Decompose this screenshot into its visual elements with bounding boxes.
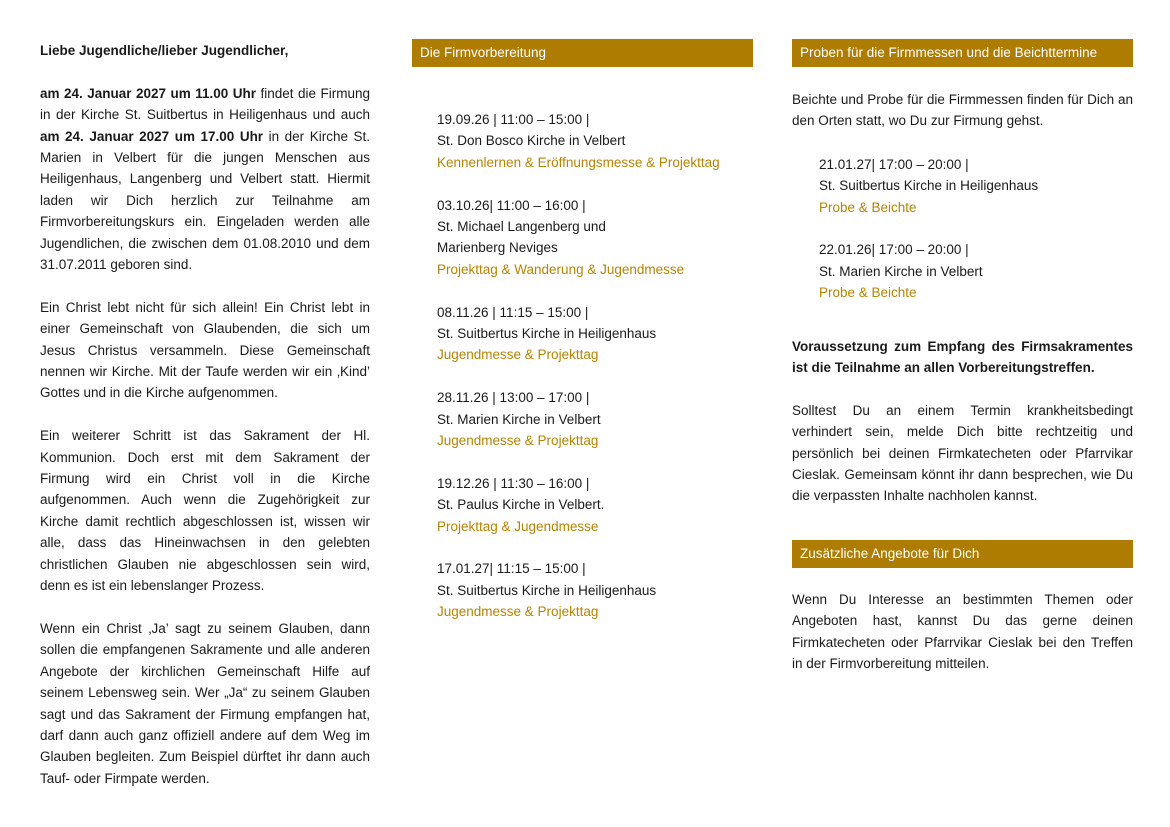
middle-column <box>412 39 753 644</box>
event-location: St. Suitbertus Kirche in Heiligenhaus <box>437 582 657 598</box>
event-item <box>437 109 753 173</box>
rehearsal-location: St. Suitbertus Kirche in Heiligenhaus <box>819 178 1039 194</box>
event-activity: Jugendmesse & Projekttag <box>437 347 599 363</box>
rehearsal-item <box>819 239 1133 303</box>
sick-note: Solltest Du an einem Termin krankheitsbedingt verhindert sein, melde Dich bitte rechtzeitig und persönlich bei deinen Firmkatecheten oder Pfarrvikar Cieslak. Gemeinsam könnt ihr dann besprechen, wie Du die verpassten Inhalte nachholen kannst. <box>792 402 1133 504</box>
section-header-preparation: Die Firmvorbereitung <box>412 39 753 67</box>
paragraph-yes: Wenn ein Christ ‚Ja’ sagt zu seinem Glauben, dann sollen die empfangenen Sakramente und alle anderen Angebote der kirchlichen Gemeinschaft Hilfe auf seinem Lebensweg sein. Wer „Ja“ zu seinem Glauben sagt und das Sakrament der Firmung empfangen hat, darf dann auch ganz offiziell andere auf dem Weg im Glauben begleiten. Zum Beispiel dürftet ihr dann auch Tauf- oder Firmpate werden. <box>40 620 370 786</box>
right-column <box>792 39 1133 675</box>
event-datetime: 19.09.26 | 11:00 – 15:00 | <box>437 112 590 127</box>
section-header-offers: Zusätzliche Angebote für Dich <box>792 540 1133 568</box>
left-column <box>40 40 370 789</box>
event-location: St. Paulus Kirche in Velbert. <box>437 497 605 513</box>
event-item <box>437 302 753 366</box>
event-item <box>437 558 753 622</box>
event-location: St. Suitbertus Kirche in Heiligenhaus <box>437 326 657 342</box>
requirement-note: Voraussetzung zum Empfang des Firmsakramentes ist die Teilnahme an allen Vorbereitungstreffen. <box>792 338 1133 376</box>
rehearsal-datetime: 22.01.26| 17:00 – 20:00 | <box>819 242 969 258</box>
rehearsal-list <box>792 154 1133 304</box>
event-activity: Projekttag & Wanderung & Jugendmesse <box>437 261 685 277</box>
event-item <box>437 195 753 281</box>
greeting: Liebe Jugendliche/lieber Jugendlicher, <box>40 43 289 58</box>
event-location: St. Don Bosco Kirche in Velbert <box>437 133 626 149</box>
event-location: Marienberg Neviges <box>437 240 558 256</box>
event-datetime: 19.12.26 | 11:30 – 16:00 | <box>437 475 590 491</box>
event-activity: Projekttag & Jugendmesse <box>437 518 599 534</box>
event-activity: Jugendmesse & Projekttag <box>437 604 599 620</box>
rehearsal-location: St. Marien Kirche in Velbert <box>819 263 983 279</box>
rehearsal-item <box>819 154 1133 218</box>
date-second: am 24. Januar 2027 um 17.00 Uhr <box>40 128 264 144</box>
intro-paragraph: am 24. Januar 2027 um 11.00 Uhr findet die Firmung in der Kirche St. Suitbertus in Heiligenhaus und auch am 24. Januar 2027 um 17.00 Uhr in der Kirche St. Marien in Velbert für die jungen Menschen aus Heiligenhaus, Langenberg und Velbert statt. Hiermit laden wir Dich herzlich zur Teilnahme am Firmvorbereitungskurs ein. Eingeladen werden alle Jugendlichen, die zwischen dem 01.08.2010 und dem 31.07.2011 geboren sind. <box>40 85 371 273</box>
paragraph-sacrament: Ein weiterer Schritt ist das Sakrament der Hl. Kommunion. Doch erst mit dem Sakrament der Firmung wird ein Christ voll in die Kirche aufgenommen. Auch wenn die Zugehörigkeit zur Kirche damit rechtlich abgeschlossen ist, wissen wir alle, dass das Hineinwachsen in den gelebten christlichen Glauben nie abgeschlossen sein wird, denn es ist ein lebenslanger Prozess. <box>40 428 370 594</box>
rehearsal-intro: Beichte und Probe für die Firmmessen finden für Dich an den Orten statt, wo Du zur Firmung gehst. <box>792 92 1133 129</box>
event-datetime: 08.11.26 | 11:15 – 15:00 | <box>437 304 589 320</box>
event-activity: Kennenlernen & Eröffnungsmesse & Projekttag <box>437 154 720 170</box>
event-datetime: 17.01.27| 11:15 – 15:00 | <box>437 561 586 577</box>
section-header-rehearsals: Proben für die Firmmessen und die Beichttermine <box>792 39 1133 67</box>
event-datetime: 03.10.26| 11:00 – 16:00 | <box>437 197 586 213</box>
paragraph-community: Ein Christ lebt nicht für sich allein! Ein Christ lebt in einer Gemeinschaft von Glaubenden, die sich um Jesus Christus versammeln. Diese Gemeinschaft nennen wir Kirche. Mit der Taufe werden wir ein ‚Kind’ Gottes und in die Kirche aufgenommen. <box>40 299 370 401</box>
rehearsal-activity: Probe & Beichte <box>819 199 917 215</box>
rehearsal-activity: Probe & Beichte <box>819 285 917 301</box>
event-activity: Jugendmesse & Projekttag <box>437 433 599 449</box>
event-item <box>437 387 753 451</box>
rehearsal-datetime: 21.01.27| 17:00 – 20:00 | <box>819 156 969 172</box>
offers-paragraph: Wenn Du Interesse an bestimmten Themen oder Angeboten hast, kannst Du das gerne deinen Firmkatecheten oder Pfarrvikar Cieslak bei den Treffen in der Firmvorbereitung mitteilen. <box>792 591 1133 672</box>
date-first: am 24. Januar 2027 um 11.00 Uhr <box>40 85 256 101</box>
event-list <box>437 109 753 623</box>
event-location: St. Marien Kirche in Velbert <box>437 411 601 427</box>
event-location: St. Michael Langenberg und <box>437 219 606 235</box>
event-datetime: 28.11.26 | 13:00 – 17:00 | <box>437 390 590 406</box>
event-item <box>437 473 753 537</box>
